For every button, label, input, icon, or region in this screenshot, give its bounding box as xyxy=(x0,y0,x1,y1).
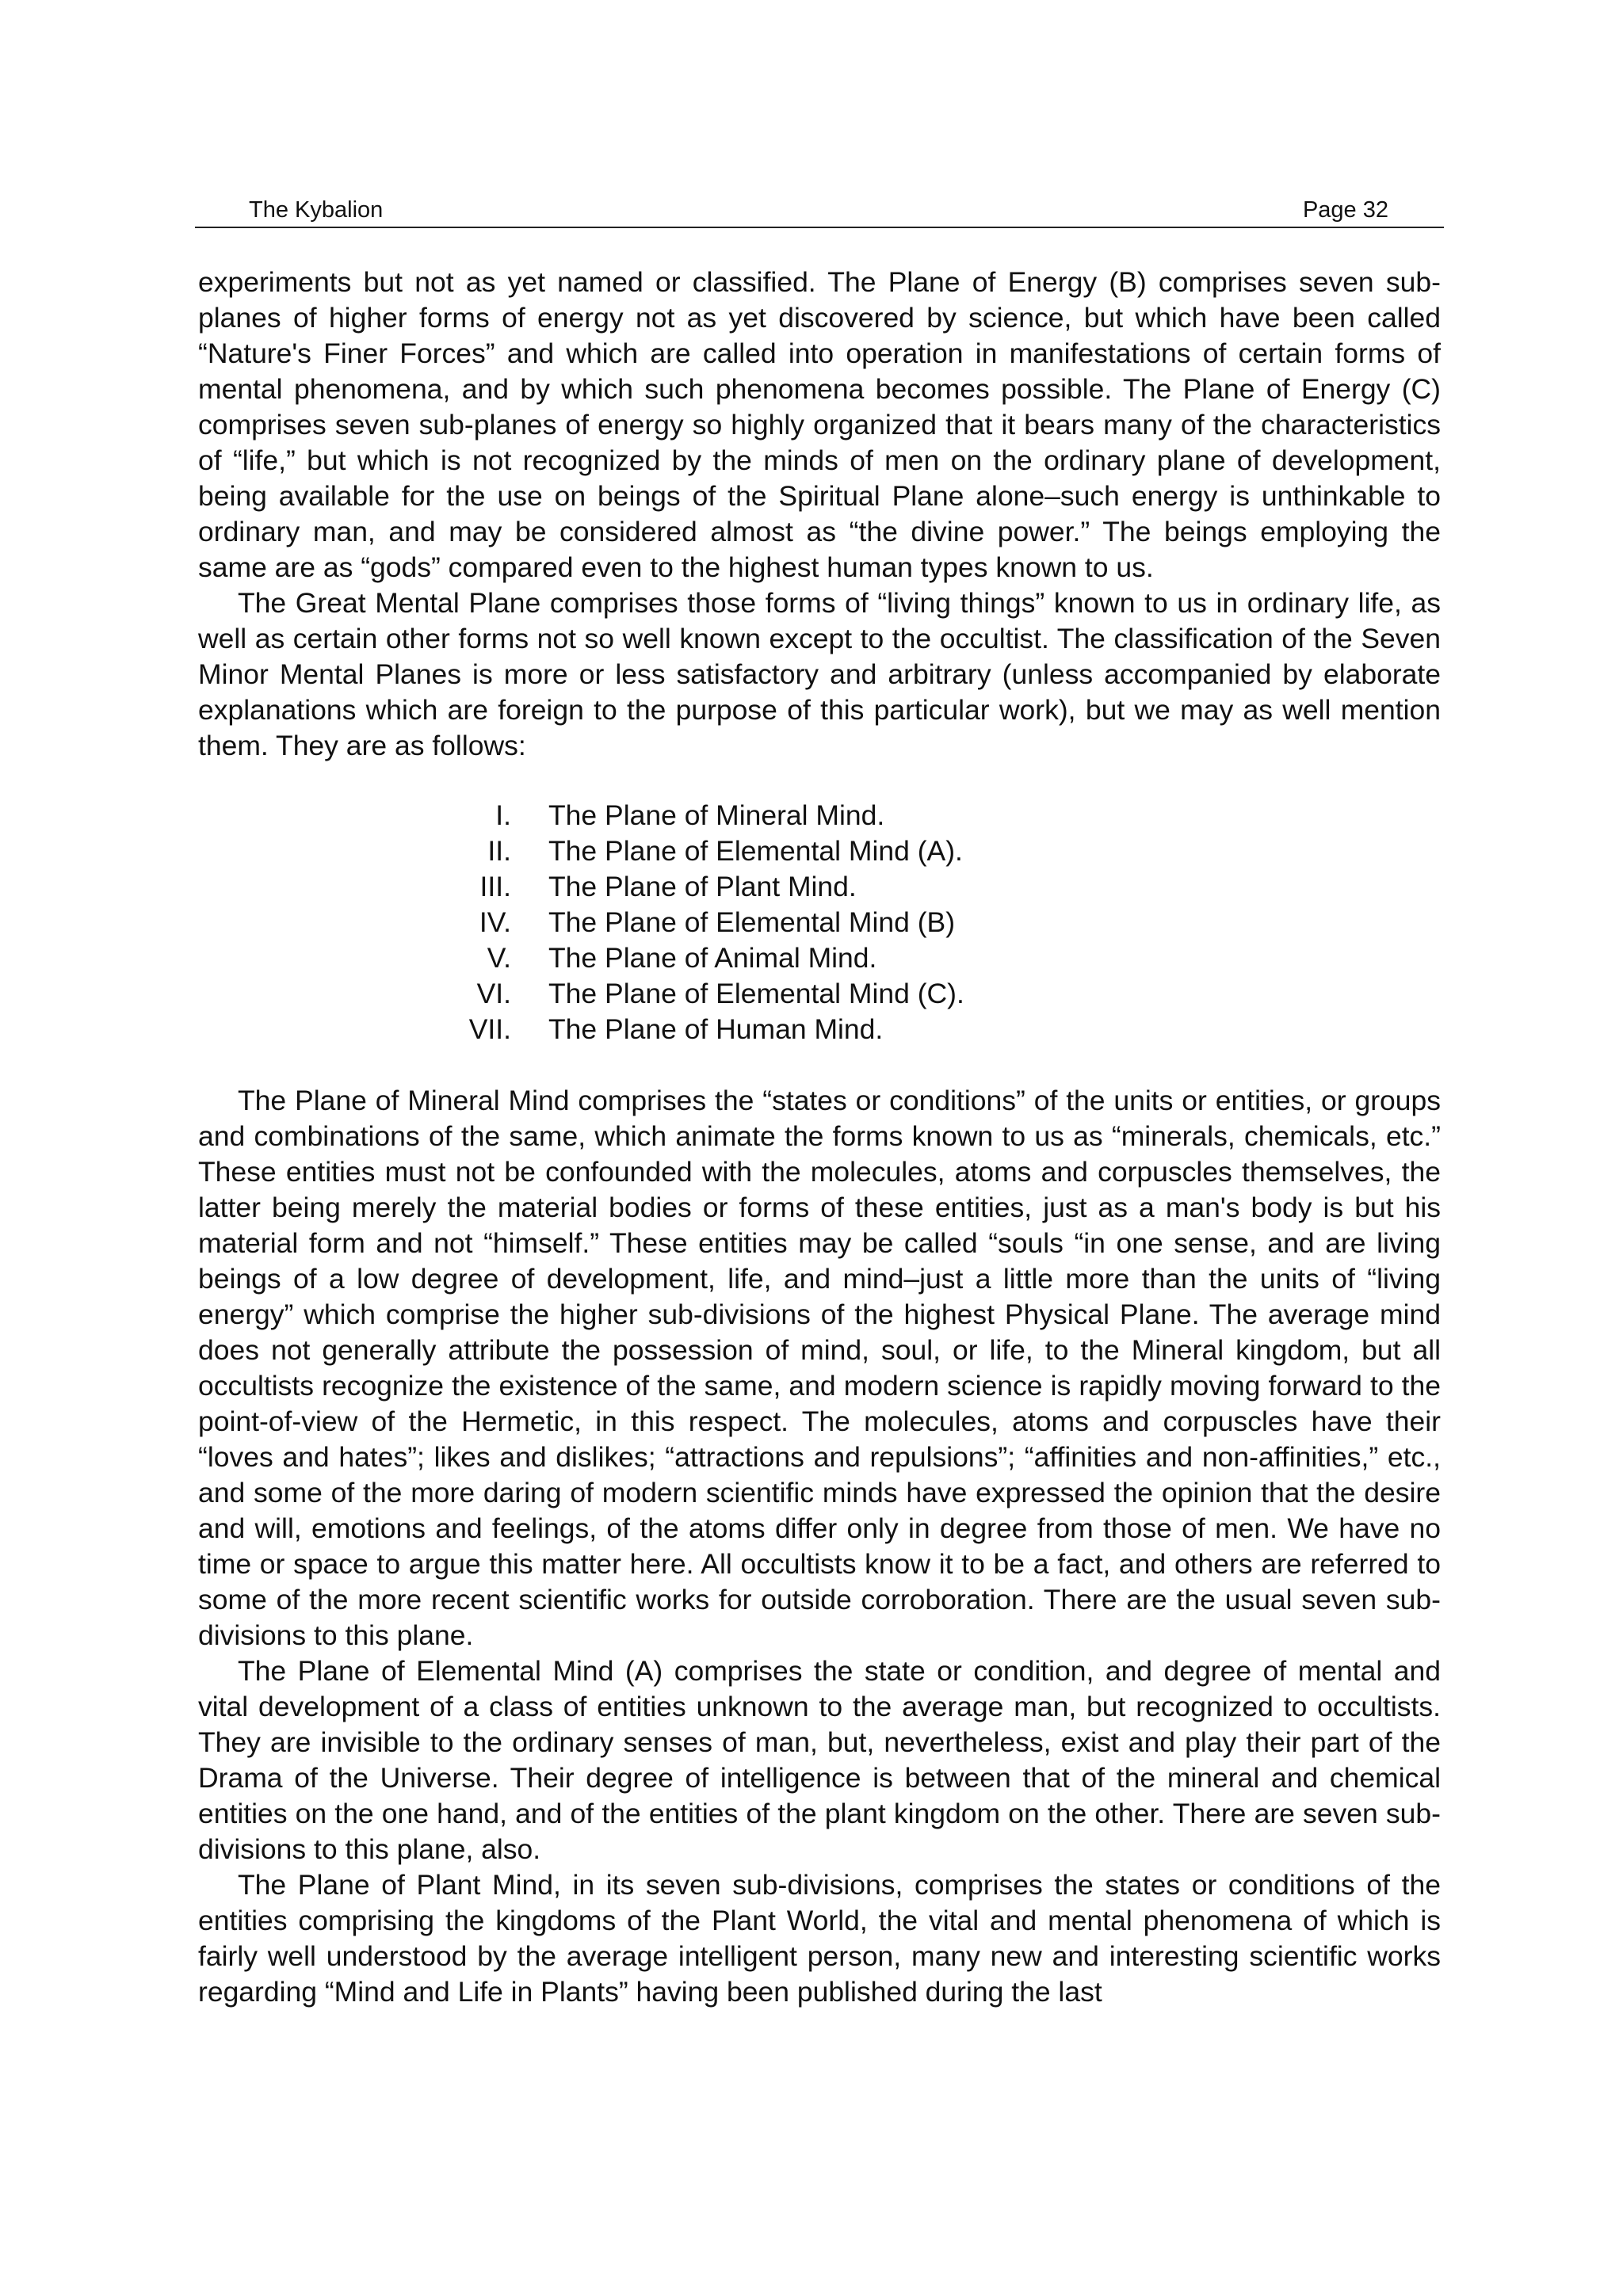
paragraph-great-mental-plane: The Great Mental Plane comprises those forms of “living things” known to us in ordinary life, as well as certain other forms not so well known except to the occultist. The classification of the Seven Minor Mental Planes is more or less satisfactory and arbitrary (unless accompanied by elaborate explanations which are foreign to the purpose of this particular work), but we may as well mention them. They are as follows: xyxy=(198,587,1441,761)
list-item-text: The Plane of Elemental Mind (B) xyxy=(548,906,956,938)
list-item-text: The Plane of Mineral Mind. xyxy=(548,799,885,831)
list-item-number: V. xyxy=(487,942,511,974)
list-item xyxy=(198,976,1441,1012)
list-item-number: II. xyxy=(487,835,511,867)
paragraph-plant-mind: The Plane of Plant Mind, in its seven sub-divisions, comprises the states or conditions of the entities comprising the kingdoms of the Plant World, the vital and mental phenomena of which is fairly well understood by the average intelligent person, many new and interesting scientific works regarding “Mind and Life in Plants” having been published during the last xyxy=(198,1869,1441,2008)
list-item-number: VII. xyxy=(468,1013,511,1045)
list-item-number: III. xyxy=(479,871,511,902)
list-item-number: VI. xyxy=(476,978,511,1009)
list-item-text: The Plane of Human Mind. xyxy=(548,1013,884,1045)
list-item xyxy=(198,869,1441,905)
paragraph-energy-planes: experiments but not as yet named or classified. The Plane of Energy (B) comprises seven sub-planes of higher forms of energy not as yet discovered by science, but which have been called “Nature's Finer Forces” and which are called into operation in manifestations of certain forms of mental phenomena, and by which such phenomena becomes possible. The Plane of Energy (C) comprises seven sub-planes of energy so highly organized that it bears many of the characteristics of “life,” but which is not recognized by the minds of men on the ordinary plane of development, being available for the use on beings of the Spiritual Plane alone–such energy is unthinkable to ordinary man, and may be considered almost as “the divine power.” The beings employing the same are as “gods” compared even to the highest human types known to us. xyxy=(198,266,1441,583)
list-item xyxy=(198,940,1441,976)
book-title: The Kybalion xyxy=(249,197,384,223)
list-item xyxy=(198,833,1441,869)
page-number: Page 32 xyxy=(1302,197,1388,223)
page-body xyxy=(198,265,1441,2010)
list-item xyxy=(198,1012,1441,1047)
list-item-number: I. xyxy=(495,799,511,831)
page-header xyxy=(195,195,1444,228)
paragraph-elemental-mind-a: The Plane of Elemental Mind (A) comprises the state or condition, and degree of mental and vital development of a class of entities unknown to the average man, but recognized to occultists. They are invisible to the ordinary senses of man, but, nevertheless, exist and play their part of the Drama of the Universe. Their degree of intelligence is between that of the mineral and chemical entities on the one hand, and of the entities of the plant kingdom on the other. There are seven sub-divisions to this plane, also. xyxy=(198,1655,1441,1865)
list-item-number: IV. xyxy=(479,906,511,938)
list-item-text: The Plane of Elemental Mind (A). xyxy=(548,835,963,867)
list-item xyxy=(198,798,1441,833)
list-item-text: The Plane of Plant Mind. xyxy=(548,871,857,902)
minor-mental-planes-list xyxy=(198,798,1441,1047)
list-item-text: The Plane of Animal Mind. xyxy=(548,942,877,974)
list-item-text: The Plane of Elemental Mind (C). xyxy=(548,978,964,1009)
paragraph-mineral-mind: The Plane of Mineral Mind comprises the “states or conditions” of the units or entities, or groups and combinations of the same, which animate the forms known to us as “minerals, chemicals, etc.” These entities must not be confounded with the molecules, atoms and corpuscles themselves, the latter being merely the material bodies or forms of these entities, just as a man's body is but his material form and not “himself.” These entities may be called “souls “in one sense, and are living beings of a low degree of development, life, and mind–just a little more than the units of “living energy” which comprise the higher sub-divisions of the highest Physical Plane. The average mind does not generally attribute the possession of mind, soul, or life, to the Mineral kingdom, but all occultists recognize the existence of the same, and modern science is rapidly moving forward to the point-of-view of the Hermetic, in this respect. The molecules, atoms and corpuscles have their “loves and hates”; likes and dislikes; “attractions and repulsions”; “affinities and non-affinities,” etc., and some of the more daring of modern scientific minds have expressed the opinion that the desire and will, emotions and feelings, of the atoms differ only in degree from those of men. We have no time or space to argue this matter here. All occultists know it to be a fact, and others are referred to some of the more recent scientific works for outside corroboration. There are the usual seven sub-divisions to this plane. xyxy=(198,1085,1441,1651)
list-item xyxy=(198,905,1441,940)
